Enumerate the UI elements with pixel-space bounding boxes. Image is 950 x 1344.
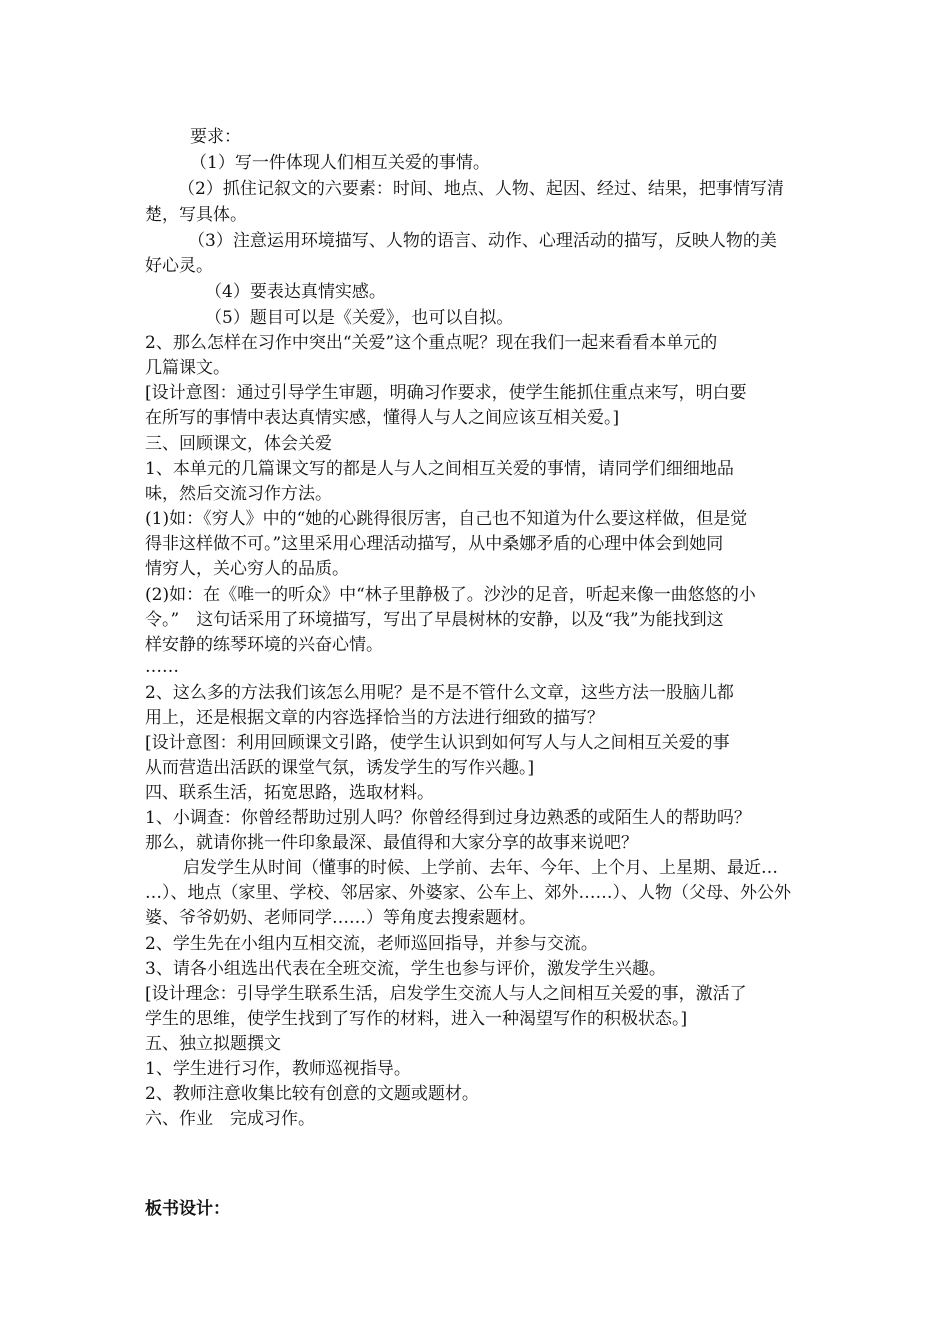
paragraph-line: 那么，就请你挑一件印象最深、最值得和大家分享的故事来说吧？: [145, 833, 638, 853]
design-intent-1-cont: 在所写的事情中表达真情实感，懂得人与人之间应该互相关爱。]: [145, 408, 620, 428]
example-1-cont: 得非这样做不可。”这里采用心理活动描写，从中桑娜矛盾的心理中体会到她同: [145, 534, 724, 554]
example-2-cont: 样安静的练琴环境的兴奋心情。: [145, 635, 383, 655]
design-intent-2: [设计意图：利用回顾课文引路，使学生认识到如何写人与人之间相互关爱的事: [145, 733, 730, 753]
requirement-4: （4）要表达真情实感。: [205, 282, 386, 302]
example-1: (1)如：《穷人》中的“她的心跳得很厉害，自己也不知道为什么要这样做，但是觉: [145, 509, 748, 529]
board-design-heading: 板书设计：: [145, 1199, 230, 1219]
example-2-cont: 令。” 这句话采用了环境描写，写出了早晨树林的安静，以及“我”为能找到这: [145, 610, 724, 630]
example-2: (2)如：在《唯一的听众》中“林子里静极了。沙沙的足音，听起来像一曲悠悠的小: [145, 585, 756, 605]
paragraph-line: 3、请各小组选出代表在全班交流，学生也参与评价，激发学生兴趣。: [145, 959, 666, 979]
section-heading-6: 六、作业 完成习作。: [145, 1109, 315, 1129]
paragraph-line: 2、教师注意收集比较有创意的文题或题材。: [145, 1084, 479, 1104]
paragraph-line: 用上，还是根据文章的内容选择恰当的方法进行细致的描写？: [145, 708, 604, 728]
section-heading-4: 四、联系生活，拓宽思路，选取材料。: [145, 783, 434, 803]
requirement-2-cont: 楚，写具体。: [145, 205, 247, 225]
requirement-5: （5）题目可以是《关爱》，也可以自拟。: [205, 308, 514, 328]
paragraph-line: 2、那么怎样在习作中突出“关爱”这个重点呢？现在我们一起来看看本单元的: [145, 333, 718, 353]
paragraph-line: 味，然后交流习作方法。: [145, 484, 332, 504]
design-intent-1: [设计意图：通过引导学生审题，明确习作要求，使学生能抓住重点来写，明白要: [145, 383, 747, 403]
design-concept: [设计理念：引导学生联系生活，启发学生交流人与人之间相互关爱的事，激活了: [145, 984, 747, 1004]
paragraph-line: 1、小调查：你曾经帮助过别人吗？你曾经得到过身边熟悉的或陌生人的帮助吗？: [145, 808, 751, 828]
section-heading-3: 三、回顾课文，体会关爱: [145, 434, 332, 454]
paragraph-line: …）、地点（家里、学校、邻居家、外婆家、公车上、郊外……）、人物（父母、外公外: [145, 883, 791, 903]
paragraph-line: 2、这么多的方法我们该怎么用呢？是不是不管什么文章，这些方法一股脑儿都: [145, 683, 734, 703]
paragraph-line: 2、学生先在小组内互相交流，老师巡回指导，并参与交流。: [145, 934, 598, 954]
requirements-heading: 要求：: [190, 127, 241, 147]
requirement-1: （1）写一件体现人们相互关爱的事情。: [190, 153, 490, 173]
ellipsis: ……: [145, 657, 179, 677]
requirement-3: （3）注意运用环境描写、人物的语言、动作、心理活动的描写，反映人物的美: [188, 231, 777, 251]
example-1-cont: 情穷人，关心穷人的品质。: [145, 559, 349, 579]
paragraph-line: 1、本单元的几篇课文写的都是人与人之间相互关爱的事情，请同学们细细地品: [145, 459, 734, 479]
design-concept-cont: 学生的思维，使学生找到了写作的材料，进入一种渴望写作的积极状态。]: [145, 1009, 688, 1029]
paragraph-line: 几篇课文。: [145, 358, 230, 378]
paragraph-line: 1、学生进行习作，教师巡视指导。: [145, 1059, 411, 1079]
paragraph-line: 启发学生从时间（懂事的时候、上学前、去年、今年、上个月、上星期、最近…: [183, 858, 778, 878]
requirement-2: （2）抓住记叙文的六要素：时间、地点、人物、起因、经过、结果，把事情写清: [178, 179, 784, 199]
design-intent-2-cont: 从而营造出活跃的课堂气氛，诱发学生的写作兴趣。]: [145, 758, 535, 778]
section-heading-5: 五、独立拟题撰文: [145, 1034, 281, 1054]
requirement-3-cont: 好心灵。: [145, 256, 213, 276]
paragraph-line: 婆、爷爷奶奶、老师同学……）等角度去搜索题材。: [145, 908, 536, 928]
